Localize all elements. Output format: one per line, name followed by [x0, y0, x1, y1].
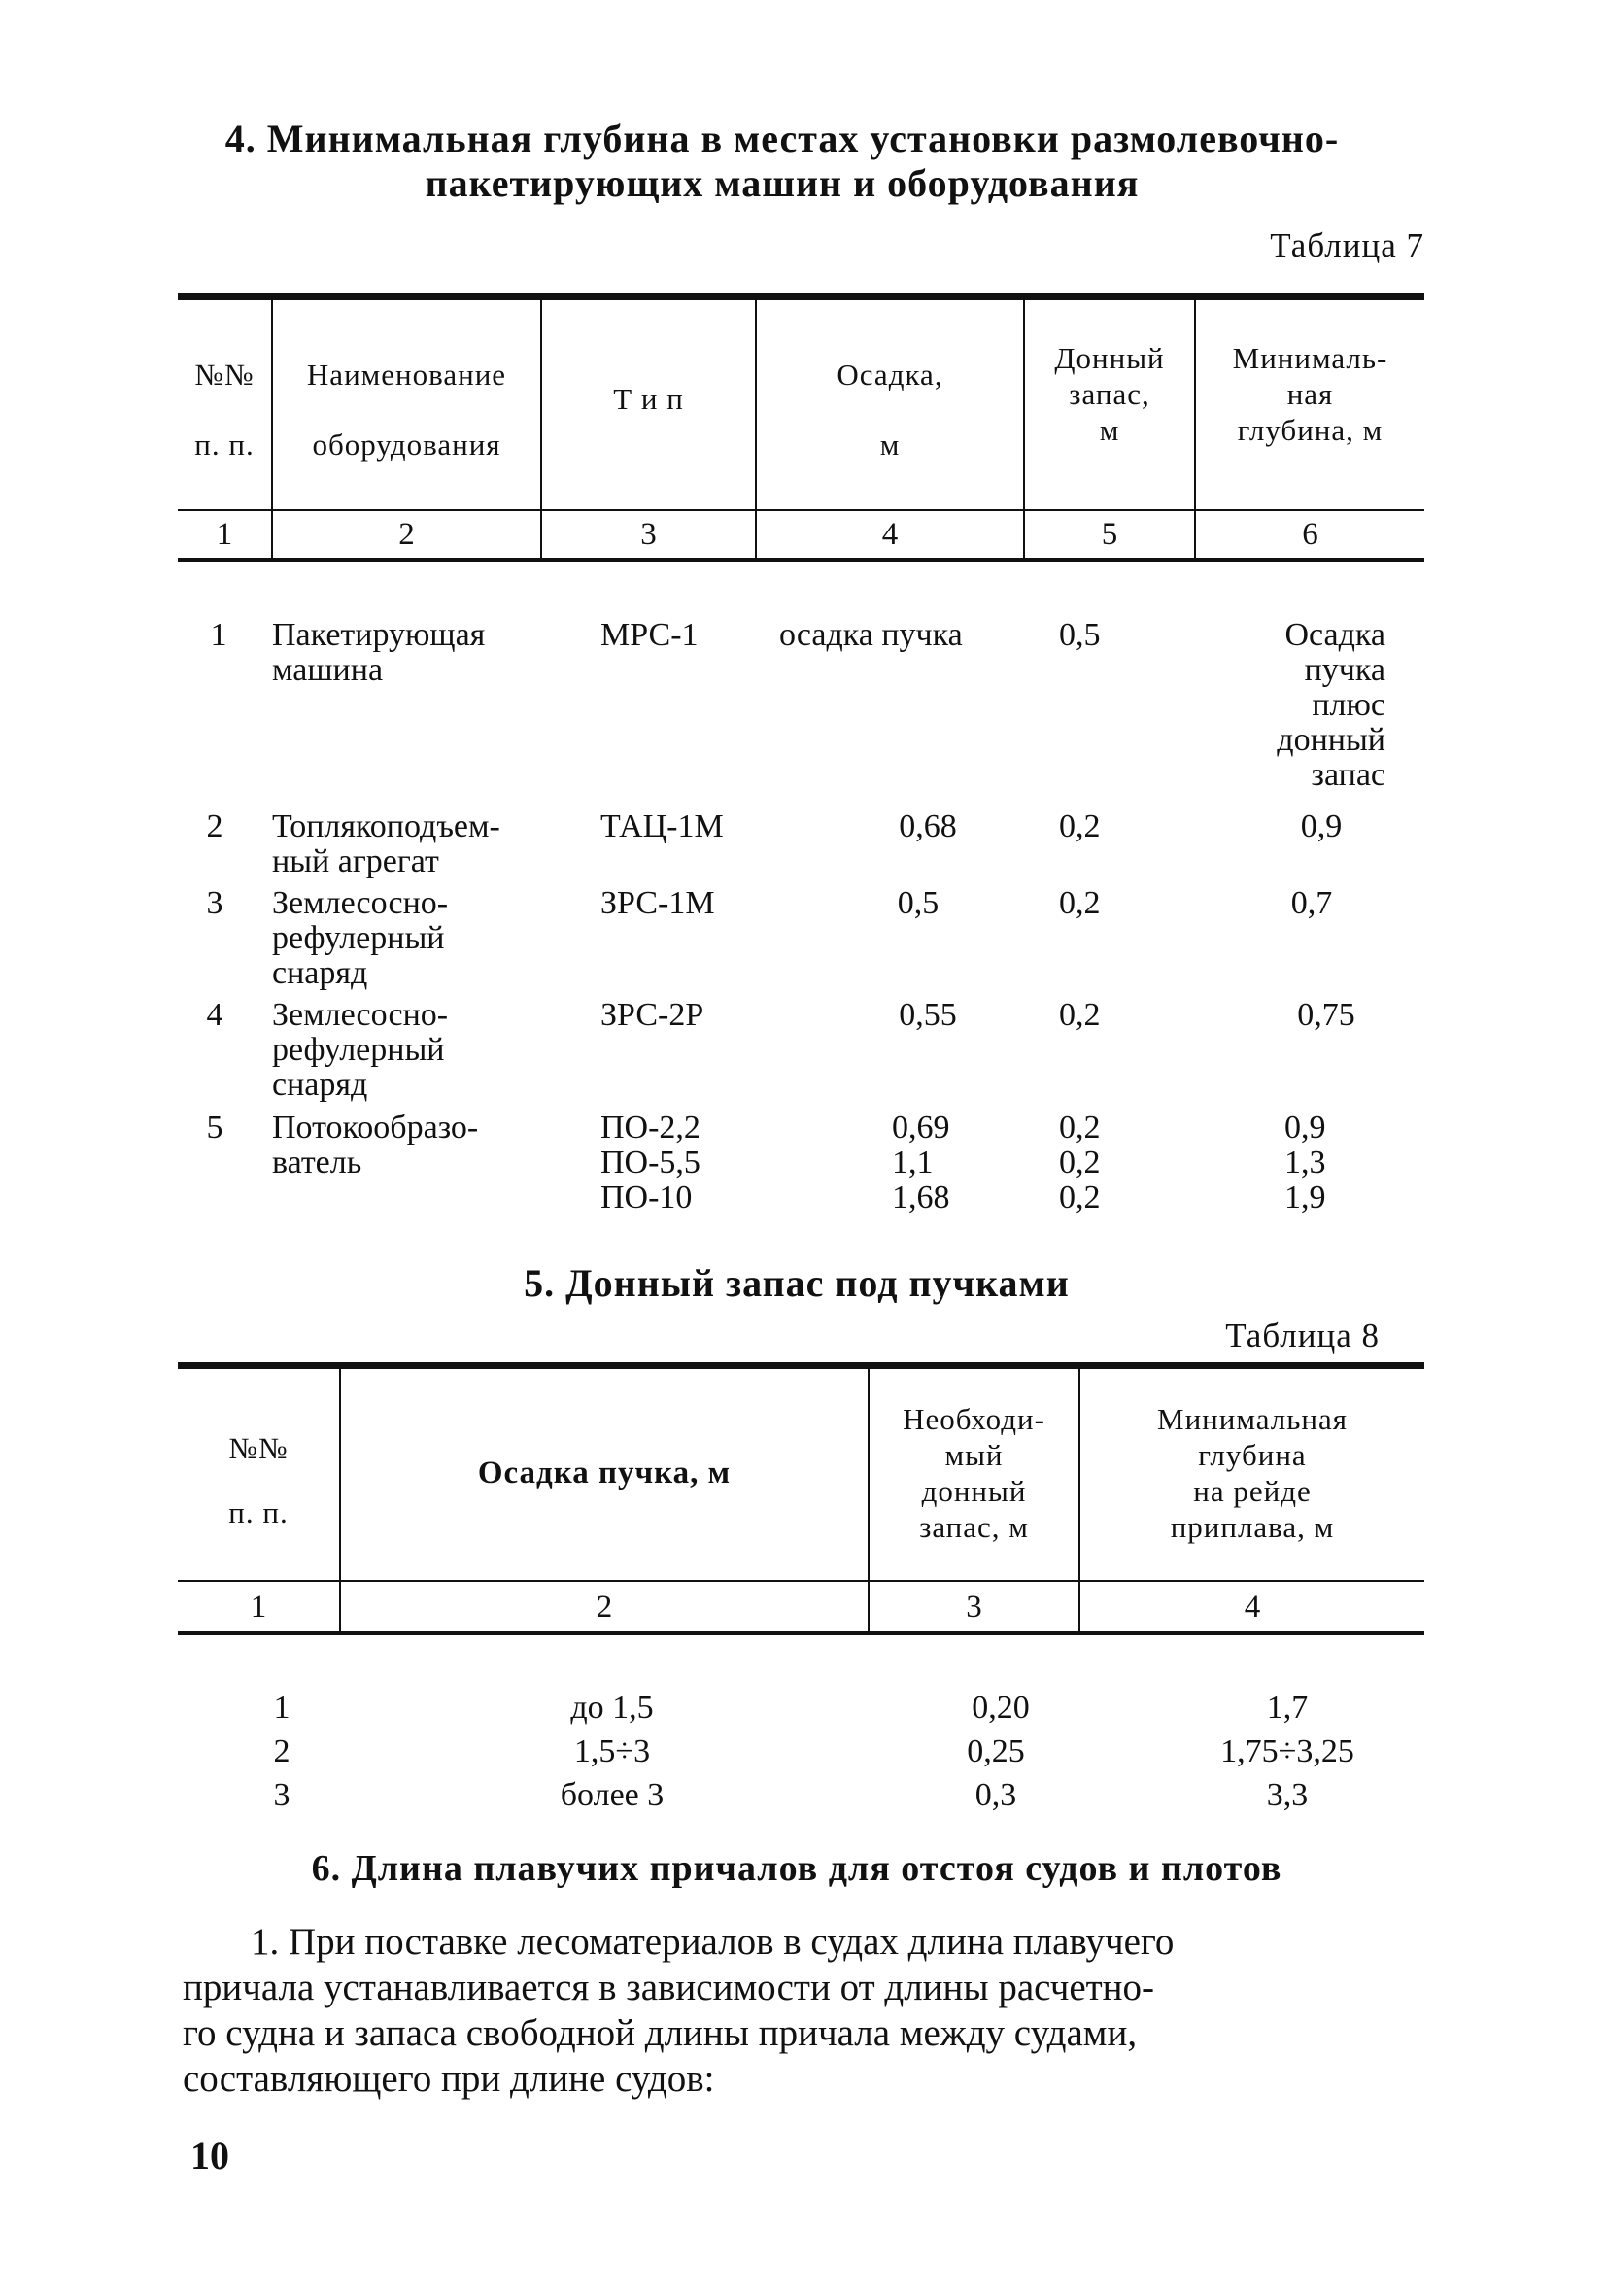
table8-top-rule	[178, 1362, 1424, 1369]
table8-colnum-3: 3	[966, 1590, 982, 1625]
paragraph-line-3: го судна и запаса свободной длины причала между судами,	[183, 2012, 1138, 2054]
table7-label: Таблица 7	[1270, 226, 1424, 264]
equipment-name: Землесосно- рефулерный снаряд	[272, 885, 449, 991]
table7-top-rule	[178, 293, 1424, 300]
table7-colnum-4: 4	[881, 517, 899, 552]
row-number: 2	[206, 808, 223, 844]
section4-title-line1: 4. Минимальная глубина в местах установки размолевочно-	[224, 117, 1340, 160]
table8-header-number: №№ п. п.	[228, 1431, 289, 1529]
draft-value: 0,5	[897, 885, 940, 921]
page-number: 10	[190, 2134, 229, 2177]
table7-header-name: Наименование оборудования	[306, 358, 507, 462]
reserve-value: 0,2	[1059, 997, 1101, 1033]
equipment-name: Топлякоподъем- ный агрегат	[272, 808, 500, 879]
table8-numbers-rule	[178, 1631, 1424, 1635]
table7-header-min-depth: Минималь- ная глубина, м	[1232, 341, 1388, 447]
section5-title: 5. Донный запас под пучками	[524, 1261, 1070, 1305]
table7-colnum-3: 3	[640, 517, 657, 552]
table7-colnum-1: 1	[216, 517, 233, 552]
row-number: 5	[206, 1110, 223, 1146]
table8-header-draft: Осадка пучка, м	[477, 1456, 732, 1491]
reserve-value: 0,20	[972, 1690, 1030, 1726]
equipment-name: Потокообразо- ватель	[272, 1110, 479, 1181]
equipment-type: ПО-2,2 ПО-5,5 ПО-10	[600, 1110, 700, 1216]
draft-value: до 1,5	[570, 1690, 654, 1726]
equipment-type: ЗРС-1М	[600, 885, 715, 921]
reserve-value: 0,3	[974, 1777, 1017, 1813]
equipment-name: Пакетирующая машина	[272, 617, 486, 688]
paragraph-line-1: 1. При поставке лесоматериалов в судах длина плавучего	[251, 1921, 1175, 1963]
table7-header-reserve: Донный запас, м	[1054, 341, 1165, 447]
min-depth-value: 0,9	[1300, 808, 1343, 844]
row-number: 2	[273, 1733, 290, 1769]
section6-title: 6. Длина плавучих причалов для отстоя судов и плотов	[311, 1848, 1282, 1889]
draft-value: 0,69 1,1 1,68	[892, 1110, 950, 1216]
table8-header-reserve: Необходи- мый донный запас, м	[903, 1402, 1045, 1544]
draft-value: более 3	[560, 1777, 665, 1813]
reserve-value: 0,2 0,2 0,2	[1059, 1110, 1101, 1216]
draft-value: 0,55	[899, 997, 957, 1033]
table8-header-rule	[178, 1580, 1424, 1582]
equipment-name: Землесосно- рефулерный снаряд	[272, 997, 449, 1103]
row-number: 4	[206, 997, 223, 1033]
paragraph-line-4: составляющего при длине судов:	[183, 2058, 715, 2100]
min-depth-value: 1,75÷3,25	[1220, 1733, 1354, 1769]
min-depth-value: Осадка пучка плюс донный запас	[1277, 617, 1385, 793]
reserve-value: 0,2	[1059, 885, 1101, 921]
table7-header-number: №№ п. п.	[194, 358, 255, 462]
table7-numbers-rule	[178, 558, 1424, 562]
row-number: 3	[273, 1777, 290, 1813]
table7-colnum-5: 5	[1101, 517, 1118, 552]
table8-colnum-1: 1	[250, 1590, 267, 1625]
draft-value: осадка пучка	[779, 617, 963, 653]
row-number: 1	[273, 1690, 290, 1726]
reserve-value: 0,25	[967, 1733, 1025, 1769]
min-depth-value: 0,9 1,3 1,9	[1284, 1110, 1326, 1216]
min-depth-value: 3,3	[1266, 1777, 1309, 1813]
table7-colnum-2: 2	[398, 517, 415, 552]
paragraph-line-2: причала устанавливается в зависимости от длины расчетно-	[183, 1967, 1155, 2008]
table7-colnum-6: 6	[1302, 517, 1318, 552]
min-depth-value: 0,7	[1290, 885, 1333, 921]
equipment-type: ЗРС-2Р	[600, 997, 704, 1033]
section4-title-line2: пакетирующих машин и оборудования	[425, 161, 1140, 205]
table8-colnum-2: 2	[596, 1590, 613, 1625]
section4-title	[146, 117, 1418, 206]
equipment-type: ТАЦ-1М	[600, 808, 724, 844]
draft-value: 1,5÷3	[573, 1733, 651, 1769]
section6-paragraph	[183, 1919, 1174, 2102]
min-depth-value: 0,75	[1297, 997, 1355, 1033]
reserve-value: 0,2	[1059, 808, 1101, 844]
min-depth-value: 1,7	[1266, 1690, 1309, 1726]
table7-header-type: Т и п	[613, 382, 684, 416]
equipment-type: МРС-1	[600, 617, 699, 653]
table8-header-min-depth: Минимальная глубина на рейде приплава, м	[1157, 1402, 1348, 1544]
table8-label: Таблица 8	[1225, 1317, 1380, 1354]
row-number: 3	[206, 885, 223, 921]
table8-colnum-4: 4	[1244, 1590, 1261, 1625]
table7-header-draft: Осадка, м	[837, 358, 943, 462]
draft-value: 0,68	[899, 808, 957, 844]
reserve-value: 0,5	[1059, 617, 1101, 653]
table7-header-rule	[178, 509, 1424, 511]
row-number: 1	[210, 617, 227, 653]
